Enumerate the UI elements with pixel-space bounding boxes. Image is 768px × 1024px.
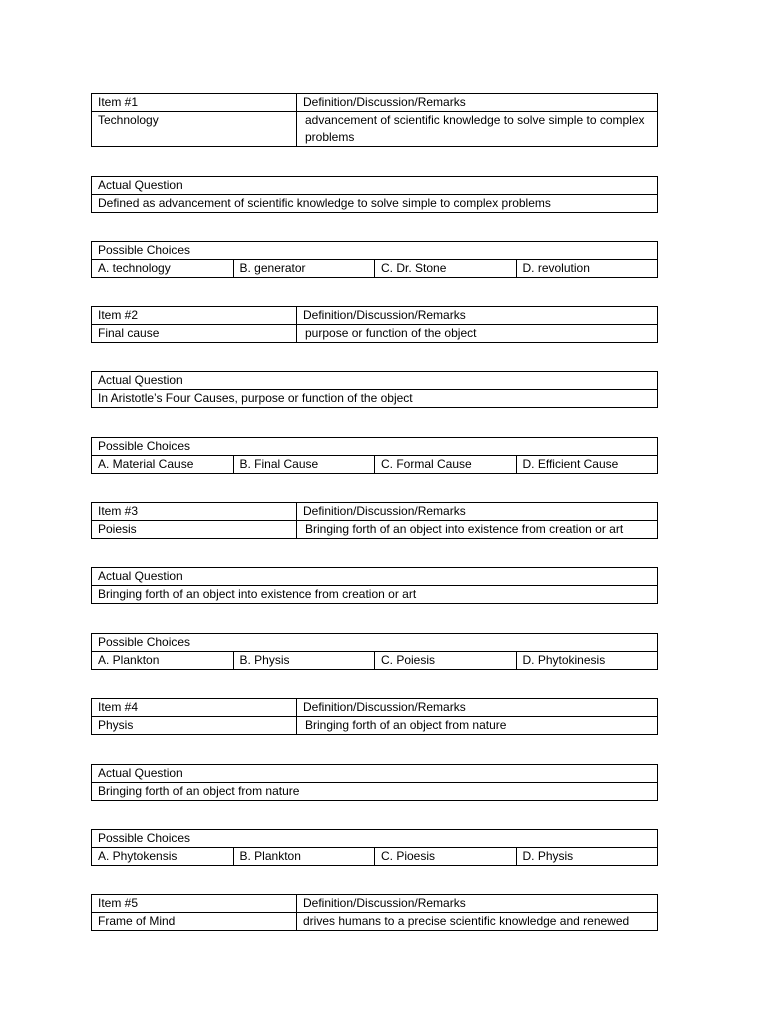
item-term: Final cause <box>92 325 297 343</box>
item-2-definition-table <box>91 306 658 343</box>
choice-d: D. Physis <box>516 848 658 866</box>
definition-header: Definition/Discussion/Remarks <box>297 94 658 112</box>
question-header: Actual Question <box>92 765 658 783</box>
item-definition: advancement of scientific knowledge to solve simple to complex problems <box>297 112 658 147</box>
choice-d: D. Phytokinesis <box>516 652 658 670</box>
choices-header: Possible Choices <box>92 634 658 652</box>
choice-c: C. Poiesis <box>375 652 517 670</box>
item-label: Item #1 <box>92 94 297 112</box>
choice-b: B. Final Cause <box>233 456 375 474</box>
item-5-definition-table <box>91 894 658 931</box>
question-text: In Aristotle’s Four Causes, purpose or function of the object <box>92 390 658 408</box>
item-4-question-table <box>91 764 658 801</box>
choice-a: A. Phytokensis <box>92 848 234 866</box>
item-4-definition-table <box>91 698 658 735</box>
choice-c: C. Formal Cause <box>375 456 517 474</box>
item-3-definition-table <box>91 502 658 539</box>
question-text: Bringing forth of an object into existence from creation or art <box>92 586 658 604</box>
item-definition: purpose or function of the object <box>297 325 658 343</box>
choice-d: D. revolution <box>516 260 658 278</box>
question-text: Bringing forth of an object from nature <box>92 783 658 801</box>
definition-header: Definition/Discussion/Remarks <box>297 699 658 717</box>
choice-c: C. Pioesis <box>375 848 517 866</box>
choices-header: Possible Choices <box>92 438 658 456</box>
choice-b: B. generator <box>233 260 375 278</box>
choice-d: D. Efficient Cause <box>516 456 658 474</box>
choice-a: A. technology <box>92 260 234 278</box>
choice-c: C. Dr. Stone <box>375 260 517 278</box>
item-1-choices-table <box>91 241 658 278</box>
item-1-question-table <box>91 176 658 213</box>
item-term: Physis <box>92 717 297 735</box>
choices-header: Possible Choices <box>92 242 658 260</box>
item-label: Item #3 <box>92 503 297 521</box>
definition-header: Definition/Discussion/Remarks <box>297 307 658 325</box>
definition-header: Definition/Discussion/Remarks <box>297 895 658 913</box>
item-2-choices-table <box>91 437 658 474</box>
item-label: Item #4 <box>92 699 297 717</box>
item-term: Technology <box>92 112 297 147</box>
item-3-choices-table <box>91 633 658 670</box>
item-1-definition-table <box>91 93 658 147</box>
item-4-choices-table <box>91 829 658 866</box>
item-label: Item #5 <box>92 895 297 913</box>
choices-header: Possible Choices <box>92 830 658 848</box>
item-term: Poiesis <box>92 521 297 539</box>
question-header: Actual Question <box>92 568 658 586</box>
choice-b: B. Physis <box>233 652 375 670</box>
question-text: Defined as advancement of scientific knowledge to solve simple to complex problems <box>92 195 658 213</box>
item-definition: Bringing forth of an object into existence from creation or art <box>297 521 658 539</box>
item-definition: drives humans to a precise scientific knowledge and renewed <box>297 913 658 931</box>
definition-header: Definition/Discussion/Remarks <box>297 503 658 521</box>
question-header: Actual Question <box>92 372 658 390</box>
item-3-question-table <box>91 567 658 604</box>
item-term: Frame of Mind <box>92 913 297 931</box>
choice-b: B. Plankton <box>233 848 375 866</box>
choice-a: A. Plankton <box>92 652 234 670</box>
item-label: Item #2 <box>92 307 297 325</box>
question-header: Actual Question <box>92 177 658 195</box>
item-2-question-table <box>91 371 658 408</box>
choice-a: A. Material Cause <box>92 456 234 474</box>
item-definition: Bringing forth of an object from nature <box>297 717 658 735</box>
